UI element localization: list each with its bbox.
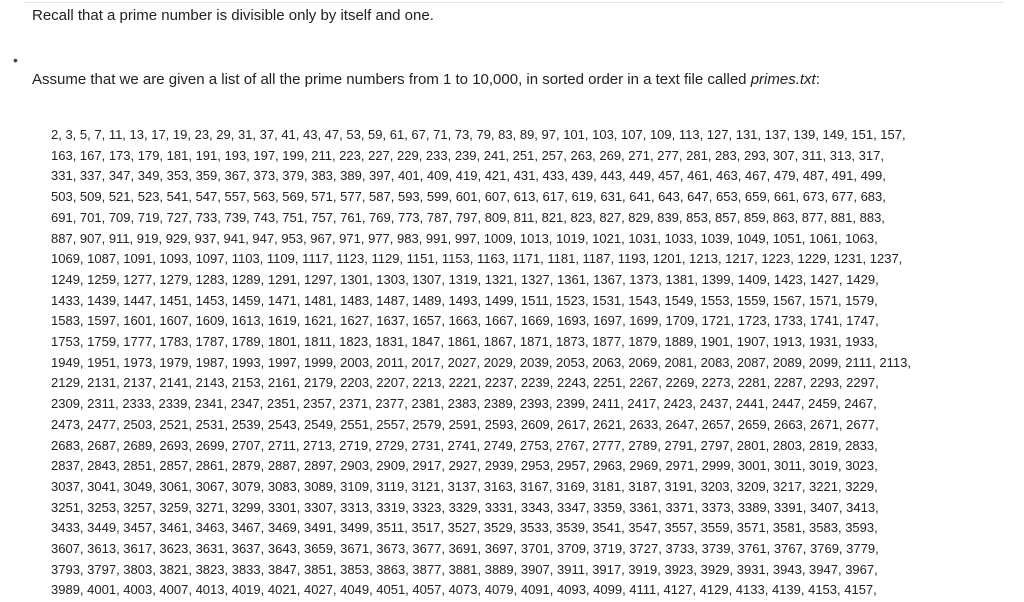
primes-line: 3989, 4001, 4003, 4007, 4013, 4019, 4021, 4027, 4049, 4051, 4057, 4073, 4079, 4091, 4093, 4099, 4111, 4127, 4129, 4133, 4139, 4153, 4157,: [51, 582, 877, 598]
primes-line: 1069, 1087, 1091, 1093, 1097, 1103, 1109, 1117, 1123, 1129, 1151, 1153, 1163, 1171, 1181, 1187, 1193, 1201, 1213, 1217, 1223, 1229, 1231, 1237,: [51, 251, 903, 267]
primes-line: 887, 907, 911, 919, 929, 937, 941, 947, 953, 967, 971, 977, 983, 991, 997, 1009, 1013, 1019, 1021, 1031, 1033, 1039, 1049, 1051, 1061, 1063,: [51, 230, 878, 246]
primes-line: 2, 3, 5, 7, 11, 13, 17, 19, 23, 29, 31, 37, 41, 43, 47, 53, 59, 61, 67, 71, 73, 79, 83, 89, 97, 101, 103, 107, 109, 113, 127, 131, 137, 139, 149, 151, 157,: [51, 127, 906, 142]
assume-text: Assume that we are given a list of all the prime numbers from 1 to 10,000, in sorted order in a text file called: [32, 71, 751, 88]
primes-line: 503, 509, 521, 523, 541, 547, 557, 563, 569, 571, 577, 587, 593, 599, 601, 607, 613, 617, 619, 631, 641, 643, 647, 653, 659, 661, 673, 677, 683,: [51, 189, 886, 205]
primes-line: 3037, 3041, 3049, 3061, 3067, 3079, 3083, 3089, 3109, 3119, 3121, 3137, 3163, 3167, 3169, 3181, 3187, 3191, 3203, 3209, 3217, 3221, 3229,: [51, 478, 878, 494]
primes-line: 1583, 1597, 1601, 1607, 1609, 1613, 1619, 1621, 1627, 1637, 1657, 1663, 1667, 1669, 1693, 1697, 1699, 1709, 1721, 1723, 1733, 1741, 1747,: [51, 313, 879, 329]
primes-line: 691, 701, 709, 719, 727, 733, 739, 743, 751, 757, 761, 769, 773, 787, 797, 809, 811, 821, 823, 827, 829, 839, 853, 857, 859, 863, 877, 881, 883,: [51, 209, 885, 225]
primes-line: 2129, 2131, 2137, 2141, 2143, 2153, 2161, 2179, 2203, 2207, 2213, 2221, 2237, 2239, 2243, 2251, 2267, 2269, 2273, 2281, 2287, 2293, 2297,: [51, 375, 879, 391]
recall-paragraph: Recall that a prime number is divisible only by itself and one.: [32, 7, 434, 24]
assume-colon: :: [815, 71, 820, 88]
primes-line: 3251, 3253, 3257, 3259, 3271, 3299, 3301, 3307, 3313, 3319, 3323, 3329, 3331, 3343, 3347, 3359, 3361, 3371, 3373, 3389, 3391, 3407, 3413,: [51, 499, 879, 515]
primes-line: 2683, 2687, 2689, 2693, 2699, 2707, 2711, 2713, 2719, 2729, 2731, 2741, 2749, 2753, 2767, 2777, 2789, 2791, 2797, 2801, 2803, 2819, 2833,: [51, 437, 878, 453]
primes-filename: primes.txt: [750, 71, 816, 88]
primes-line: 331, 337, 347, 349, 353, 359, 367, 373, 379, 383, 389, 397, 401, 409, 419, 421, 431, 433, 439, 443, 449, 457, 461, 463, 467, 479, 487, 491, 499,: [51, 168, 886, 184]
primes-line: 1249, 1259, 1277, 1279, 1283, 1289, 1291, 1297, 1301, 1303, 1307, 1319, 1321, 1327, 1361, 1367, 1373, 1381, 1399, 1409, 1423, 1427, 1429,: [51, 271, 879, 287]
primes-list-block: [51, 125, 1016, 601]
top-divider: [24, 2, 1004, 3]
primes-line: 163, 167, 173, 179, 181, 191, 193, 197, 199, 211, 223, 227, 229, 233, 239, 241, 251, 257, 263, 269, 271, 277, 281, 283, 293, 307, 311, 313, 317,: [51, 147, 884, 163]
primes-line: 2837, 2843, 2851, 2857, 2861, 2879, 2887, 2897, 2903, 2909, 2917, 2927, 2939, 2953, 2957, 2963, 2969, 2971, 2999, 3001, 3011, 3019, 3023,: [51, 458, 878, 474]
primes-line: 2309, 2311, 2333, 2339, 2341, 2347, 2351, 2357, 2371, 2377, 2381, 2383, 2389, 2393, 2399, 2411, 2417, 2423, 2437, 2441, 2447, 2459, 2467,: [51, 396, 877, 412]
primes-line: 3793, 3797, 3803, 3821, 3823, 3833, 3847, 3851, 3853, 3863, 3877, 3881, 3889, 3907, 3911, 3917, 3919, 3923, 3929, 3931, 3943, 3947, 3967,: [51, 561, 878, 577]
assume-paragraph: [32, 70, 820, 90]
primes-line: 1949, 1951, 1973, 1979, 1987, 1993, 1997, 1999, 2003, 2011, 2017, 2027, 2029, 2039, 2053, 2063, 2069, 2081, 2083, 2087, 2089, 2099, 2111, 2113,: [51, 354, 911, 370]
primes-line: 3607, 3613, 3617, 3623, 3631, 3637, 3643, 3659, 3671, 3673, 3677, 3691, 3697, 3701, 3709, 3719, 3727, 3733, 3739, 3761, 3767, 3769, 3779,: [51, 541, 879, 557]
primes-line: 3433, 3449, 3457, 3461, 3463, 3467, 3469, 3491, 3499, 3511, 3517, 3527, 3529, 3533, 3539, 3541, 3547, 3557, 3559, 3571, 3581, 3583, 3593,: [51, 520, 878, 536]
primes-line: 2473, 2477, 2503, 2521, 2531, 2539, 2543, 2549, 2551, 2557, 2579, 2591, 2593, 2609, 2617, 2621, 2633, 2647, 2657, 2659, 2663, 2671, 2677,: [51, 416, 879, 432]
list-bullet: •: [13, 52, 18, 68]
primes-line: 1753, 1759, 1777, 1783, 1787, 1789, 1801, 1811, 1823, 1831, 1847, 1861, 1867, 1871, 1873, 1877, 1879, 1889, 1901, 1907, 1913, 1931, 1933,: [51, 334, 878, 350]
primes-line: 1433, 1439, 1447, 1451, 1453, 1459, 1471, 1481, 1483, 1487, 1489, 1493, 1499, 1511, 1523, 1531, 1543, 1549, 1553, 1559, 1567, 1571, 1579,: [51, 292, 878, 308]
